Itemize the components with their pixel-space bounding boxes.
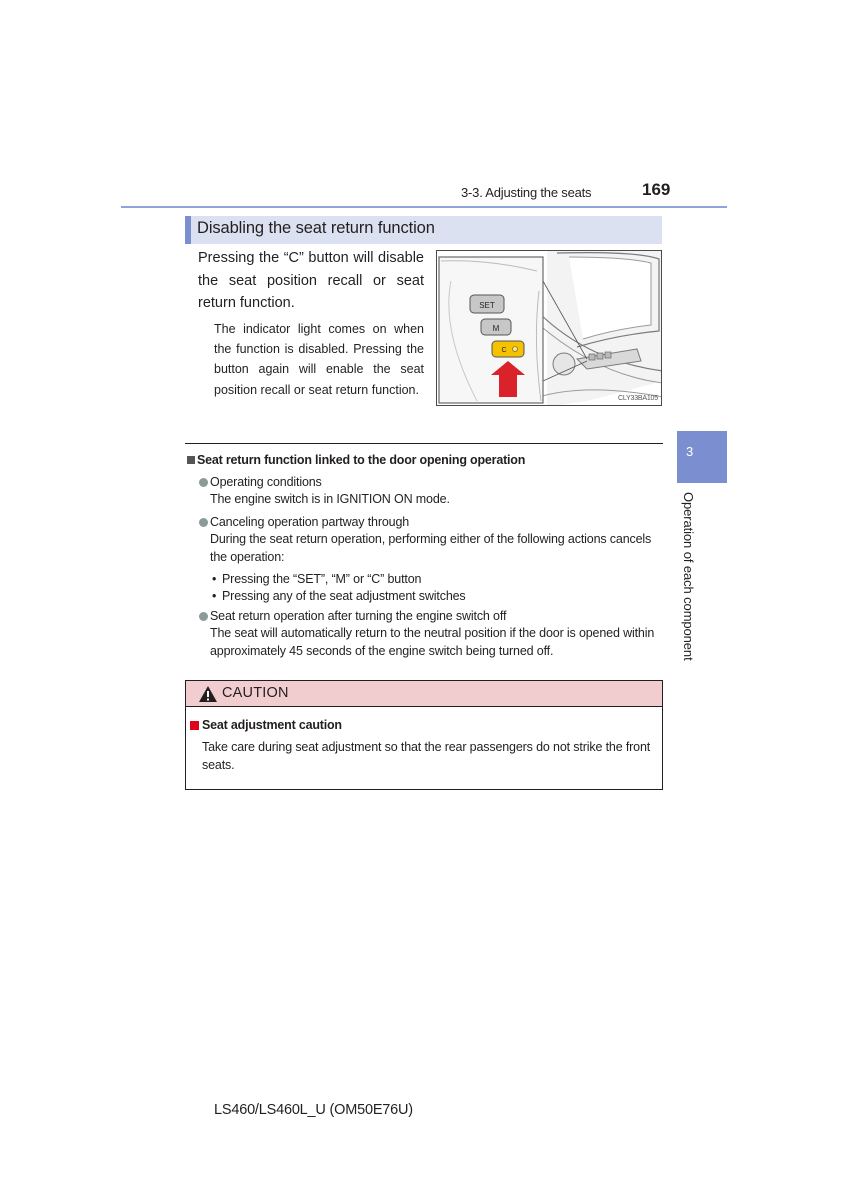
header-rule (121, 206, 727, 208)
chapter-tab-number: 3 (686, 444, 694, 459)
info-item-body: The seat will automatically return to the neutral position if the door is opened within approximately 45 seconds of the engine switch being turned off. (210, 626, 655, 658)
illustration-code: CLY33BA105 (618, 395, 658, 402)
section-divider (185, 443, 663, 444)
caution-heading: Seat adjustment caution (202, 718, 342, 732)
door-panel-drawing (437, 251, 662, 406)
info-item-title: Seat return operation after turning the engine switch off (210, 609, 507, 623)
section-heading: Disabling the seat return function (197, 219, 435, 237)
header-section-title: 3-3. Adjusting the seats (461, 185, 592, 200)
footer-model: LS460/LS460L_U (OM50E76U) (214, 1102, 413, 1118)
info-item-title: Canceling operation partway through (210, 515, 410, 529)
round-bullet-icon (199, 518, 208, 527)
caution-label: CAUTION (222, 685, 289, 701)
indicator-note: The indicator light comes on when the function is disabled. Pressing the button again will enable the seat position recall or seat return function. (214, 322, 424, 397)
chapter-tab-label: Operation of each component (681, 492, 696, 661)
c-button-label: C (501, 347, 507, 354)
square-bullet-icon (187, 456, 195, 464)
info-heading: Seat return function linked to the door opening operation (197, 453, 526, 467)
door-switch-illustration (436, 250, 662, 406)
round-bullet-icon (199, 478, 208, 487)
m-button-label: M (492, 324, 500, 333)
info-sub-bullet: Pressing the “SET”, “M” or “C” button (222, 572, 422, 586)
info-item-body: The engine switch is in IGNITION ON mode. (210, 492, 450, 506)
warning-triangle-icon (198, 685, 218, 703)
bullet-dot-icon: • (212, 589, 217, 603)
round-bullet-icon (199, 612, 208, 621)
info-item-title: Operating conditions (210, 475, 322, 489)
set-button-label: SET (479, 301, 495, 310)
info-item-body: During the seat return operation, performing either of the following actions cancels the operation: (210, 532, 652, 564)
caution-body: Take care during seat adjustment so that the rear passengers do not strike the front seats. (202, 740, 651, 772)
info-sub-bullet: Pressing any of the seat adjustment switches (222, 589, 466, 603)
page-number: 169 (642, 180, 671, 199)
intro-paragraph: Pressing the “C” button will disable the seat position recall or seat return function. (198, 250, 424, 311)
red-square-icon (190, 721, 199, 730)
bullet-dot-icon: • (212, 572, 217, 586)
chapter-tab[interactable] (677, 431, 727, 483)
